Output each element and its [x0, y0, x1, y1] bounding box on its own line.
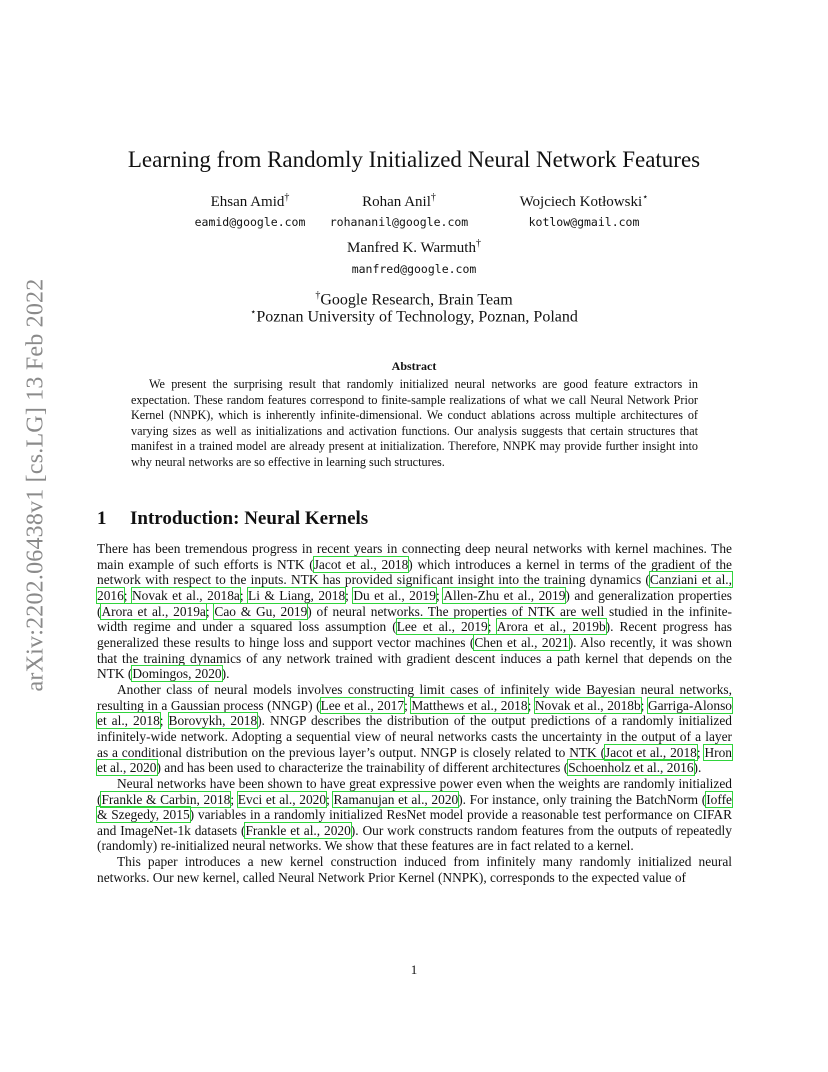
citation-link[interactable]: Domingos, 2020: [132, 666, 222, 682]
affiliation-text: Poznan University of Technology, Poznan, Poland: [256, 308, 578, 326]
paragraph-text: ;: [404, 697, 412, 713]
paper-title: Learning from Randomly Initialized Neural Network Features: [127, 147, 701, 172]
paragraph-text: ;: [326, 791, 334, 807]
citation-link[interactable]: Cao & Gu, 2019: [214, 603, 308, 619]
paragraph-text: ). NNGP describes the distribution of the output predictions of a randomly initialized infinitely-wide network. Adopting a sequential view of neural networks casts the uncertainty in the output of a layer as a conditional distribution on the previous layer’s output. NNGP is closely related to NTK (: [97, 713, 732, 760]
paragraph-text: ) which introduces a kernel in terms of the gradient of the network with respect to the inputs. NTK has provided significant insight into the training dynamics (: [97, 556, 732, 588]
paragraph-text: ;: [205, 603, 215, 619]
citation-link[interactable]: Evci et al., 2020: [237, 791, 327, 807]
paragraph-text: ;: [487, 619, 497, 635]
author-email[interactable]: manfred@google.com: [351, 262, 477, 276]
paragraph-text: Another class of neural models involves constructing limit cases of infinitely wide Bayesian neural networks, resulting in a Gaussian process (NNGP) (: [97, 681, 732, 713]
abstract-text: We present the surprising result that randomly initialized neural networks are good feature extractors in expectation. These random features correspond to finite-sample realizations of what we call Neural Network Prior Kernel (NNPK), which is inherently infinite-dimensional. We conduct ablations across multiple architectures of varying sizes as well as initializations and activation functions. Our analysis suggests that certain structures that manifest in a trained model are already present at initialization. Therefore, NNPK may provide further insight into why neural networks are so effective in learning such structures.: [131, 377, 698, 469]
author-email[interactable]: eamid@google.com: [194, 215, 306, 229]
author-mark: †: [475, 238, 481, 249]
paragraph-text: ). Our work constructs random features from the outputs of repeatedly (randomly) re-initialized neural networks. We show that these features are in fact related to a kernel.: [97, 822, 732, 854]
author-2: [299, 192, 499, 211]
affiliation-text: Google Research, Brain Team: [320, 291, 513, 309]
body-paragraph: [97, 682, 732, 776]
author-name: Rohan Anil: [362, 194, 431, 210]
author-3: [484, 192, 684, 211]
citation-link[interactable]: Lee et al., 2017: [320, 697, 405, 713]
citation-link[interactable]: Novak et al., 2018a: [131, 587, 240, 603]
author-mark: †: [284, 192, 290, 203]
paragraph-text: ;: [696, 744, 705, 760]
body-paragraph: [97, 541, 732, 682]
paragraph-text: ;: [640, 697, 648, 713]
citation-link[interactable]: Jacot et al., 2018: [605, 744, 697, 760]
citation-link[interactable]: Garriga-Alonso et al., 2018: [97, 697, 732, 729]
citation-link[interactable]: Arora et al., 2019b: [496, 619, 606, 635]
body-paragraph: [97, 776, 732, 854]
paragraph-text: There has been tremendous progress in recent years in connecting deep neural networks with kernel machines. The main example of such efforts is NTK (: [97, 541, 732, 572]
arxiv-identifier: arXiv:2202.06438v1 [cs.LG] 13 Feb 2022: [22, 278, 49, 692]
affiliation-2: [0, 307, 828, 326]
citation-link[interactable]: Hron et al., 2020: [97, 744, 732, 776]
body-paragraph: [97, 854, 732, 885]
section-number: 1: [97, 508, 107, 529]
author-name: Manfred K. Warmuth: [347, 240, 476, 256]
paragraph-text: ). For instance, only training the BatchNorm (: [458, 791, 707, 807]
section-title: Introduction: Neural Kernels: [130, 508, 369, 529]
paragraph-text: ). Recent progress has generalized these results to hinge loss and support vector machines (: [97, 619, 732, 650]
citation-link[interactable]: Arora et al., 2019a: [101, 603, 206, 619]
citation-link[interactable]: Novak et al., 2018b: [534, 697, 641, 713]
author-name: Wojciech Kotłowski: [519, 194, 643, 210]
citation-link[interactable]: Canziani et al., 2016: [97, 572, 733, 603]
citation-link[interactable]: Borovykh, 2018: [168, 713, 258, 729]
citation-link[interactable]: Allen-Zhu et al., 2019: [443, 587, 566, 603]
citation-link[interactable]: Schoenholz et al., 2016: [568, 760, 694, 776]
paragraph-text: ;: [123, 587, 132, 603]
paragraph-text: ). Also recently, it was shown that the training dynamics of any network trained with gradient descent induces a path kernel that depends on the NTK (: [97, 634, 732, 682]
paragraph-text: ) of neural networks. The properties of NTK are well studied in the infinite-width regime and under a squared loss assumption (: [97, 603, 732, 635]
paragraph-text: ;: [527, 697, 535, 713]
citation-link[interactable]: Frankle & Carbin, 2018: [101, 791, 231, 807]
affiliation-mark: ⋆: [250, 307, 257, 318]
arxiv-sidebar: [16, 278, 56, 692]
paragraph-text: ).: [693, 760, 702, 776]
author-mark: †: [430, 192, 436, 203]
paragraph-text: ;: [159, 713, 169, 729]
paragraph-text: ).: [221, 666, 230, 682]
author-email[interactable]: rohananil@google.com: [329, 215, 469, 229]
affiliation-mark: †: [315, 290, 321, 301]
citation-link[interactable]: Jacot et al., 2018: [313, 556, 409, 572]
citation-link[interactable]: Du et al., 2019: [353, 587, 436, 603]
section-heading: [97, 508, 368, 530]
citation-link[interactable]: Ioffe & Szegedy, 2015: [97, 791, 732, 823]
paragraph-text: ;: [239, 587, 249, 603]
citation-link[interactable]: Matthews et al., 2018: [411, 697, 528, 713]
body-text: [97, 541, 732, 885]
author-name: Ehsan Amid: [210, 194, 285, 210]
paragraph-text: Neural networks have been shown to have great expressive power even when the weights are randomly initialized (: [97, 775, 732, 807]
author-mark: ⋆: [642, 192, 649, 203]
citation-link[interactable]: Li & Liang, 2018: [248, 587, 346, 603]
paragraph-text: ;: [230, 791, 238, 807]
paragraph-text: ) and has been used to characterize the trainability of different architectures (: [156, 760, 569, 776]
citation-link[interactable]: Frankle et al., 2020: [245, 822, 351, 838]
citation-link[interactable]: Chen et al., 2021: [474, 634, 569, 650]
paragraph-text: ;: [435, 587, 444, 603]
author-email[interactable]: kotlow@gmail.com: [528, 215, 640, 229]
page-number: 1: [410, 962, 418, 977]
abstract-heading: Abstract: [391, 359, 437, 373]
author-4: [314, 238, 514, 257]
abstract: [131, 377, 698, 471]
paragraph-text: This paper introduces a new kernel construction induced from infinitely many randomly initialized neural networks. Our new kernel, called Neural Network Prior Kernel (NNPK), corresponds to the expected value of: [97, 854, 732, 885]
paragraph-text: ;: [345, 587, 354, 603]
citation-link[interactable]: Ramanujan et al., 2020: [333, 791, 459, 807]
paragraph-text: ) and generalization properties (: [97, 587, 732, 619]
paragraph-text: ) variables in a randomly initialized ResNet model provide a reasonable test performance on CIFAR and ImageNet-1k datasets (: [97, 807, 733, 838]
citation-link[interactable]: Lee et al., 2019: [396, 619, 488, 635]
